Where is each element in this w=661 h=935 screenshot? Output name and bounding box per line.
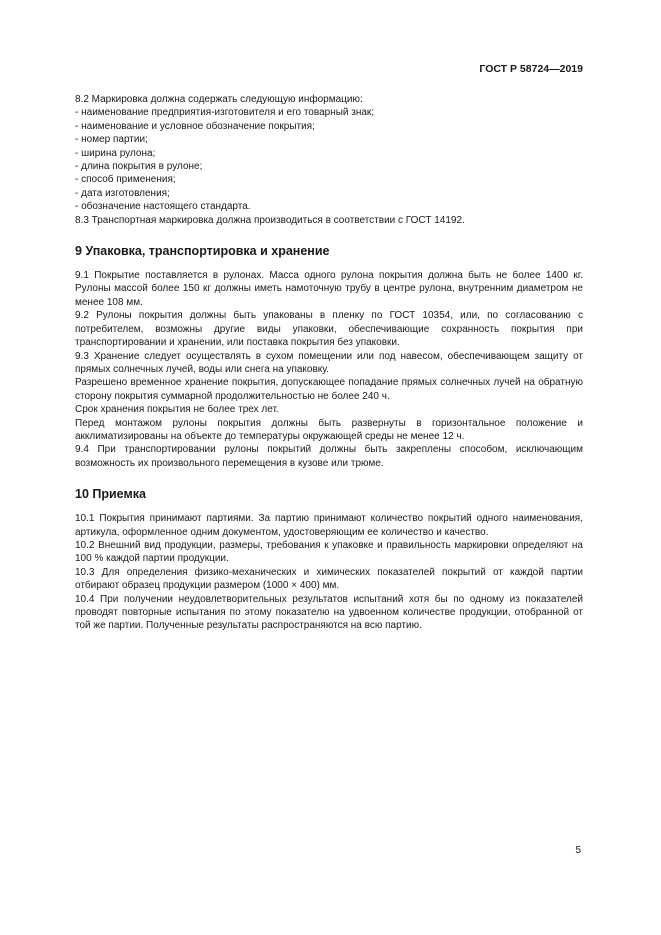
paragraph-10-2: 10.2 Внешний вид продукции, размеры, требования к упаковке и правильность маркировки определяют на 100 % каждой партии продукции. xyxy=(75,539,583,565)
section-9 xyxy=(75,269,583,470)
list-item: - длина покрытия в рулоне; xyxy=(75,161,203,173)
paragraph-9-3b: Разрешено временное хранение покрытия, допускающее попадание прямых солнечных лучей на обратную сторону покрытия суммарной продолжительностью не более 240 ч. xyxy=(75,377,583,402)
paragraph-10-3: 10.3 Для определения физико-механических и химических показателей покрытий от каждой партии отбирают образец продукции размером (1000 × 400) мм. xyxy=(75,566,583,592)
list-item: - номер партии; xyxy=(75,134,148,146)
paragraph-10-1: 10.1 Покрытия принимают партиями. За партию принимают количество покрытий одного наименования, артикула, оформленное одним документом, удостоверяющим ее количество и качество. xyxy=(75,513,583,538)
paragraph-9-3: 9.3 Хранение следует осуществлять в сухом помещении или под навесом, обеспечивающем защиту от прямых солнечных лучей, воды или снега на упаковку. xyxy=(75,350,583,375)
paragraph-9-3c: Срок хранения покрытия не более трех лет. xyxy=(75,404,279,416)
page-content xyxy=(75,93,583,633)
list-item: - способ применения; xyxy=(75,174,176,186)
section-10-title: 10 Приемка xyxy=(75,487,146,502)
list-item: - обозначение настоящего стандарта. xyxy=(75,201,251,213)
paragraph-8-3: 8.3 Транспортная маркировка должна производиться в соответствии с ГОСТ 14192. xyxy=(75,214,465,226)
list-item: - дата изготовления; xyxy=(75,187,170,199)
paragraph-9-1: 9.1 Покрытие поставляется в рулонах. Масса одного рулона покрытия должна быть не более 1400 кг. Рулоны массой более 150 кг должны иметь намоточную трубу в центре рулона, внутренним диаметром не менее 108 мм. xyxy=(75,270,583,308)
paragraph-9-3d: Перед монтажом рулоны покрытия должны быть развернуты в горизонтальное положение и акклиматизированы на объекте до температуры окружающей среды не менее 12 ч. xyxy=(75,417,583,442)
list-item: - ширина рулона; xyxy=(75,147,156,159)
paragraph-9-4: 9.4 При транспортировании рулоны покрытий должны быть закреплены способом, исключающим возможность их произвольного перемещения в кузове или трюме. xyxy=(75,444,583,469)
section-8 xyxy=(75,93,583,227)
page-number: 5 xyxy=(575,845,581,856)
list-item: - наименование предприятия-изготовителя и его товарный знак; xyxy=(75,107,375,119)
paragraph-9-2: 9.2 Рулоны покрытия должны быть упакованы в пленку по ГОСТ 10354, или, по согласованию с потребителем, возможны другие виды упаковки, обеспечивающие сохранность покрытия при транспортировании и хранении, или поставка покрытия без упаковки. xyxy=(75,310,583,349)
section-9-title: 9 Упаковка, транспортировка и хранение xyxy=(75,244,330,259)
paragraph-8-2: 8.2 Маркировка должна содержать следующую информацию: xyxy=(75,94,363,105)
list-item: - наименование и условное обозначение покрытия; xyxy=(75,120,315,132)
section-10 xyxy=(75,512,583,633)
paragraph-10-4: 10.4 При получении неудовлетворительных результатов испытаний хотя бы по одному из показателей проводят повторные испытания по этому показателю на удвоенном количестве продукции, отобранной от той же партии. Полученные результаты распространяются на всю партию. xyxy=(75,593,583,632)
document-id: ГОСТ Р 58724—2019 xyxy=(479,63,583,75)
